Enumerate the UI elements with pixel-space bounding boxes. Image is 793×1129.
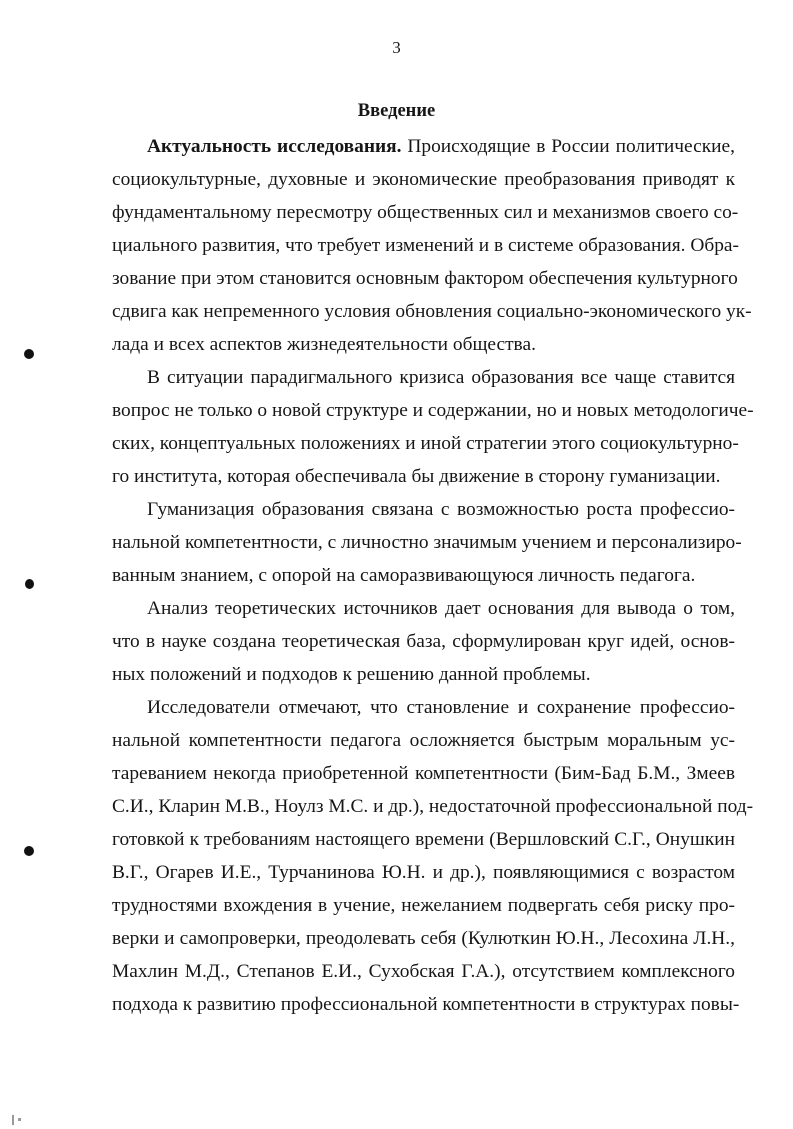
- text-line: сдвига как непременного условия обновления социально-экономического ук-: [112, 301, 752, 322]
- text-line: что в науке создана теоретическая база, сформулирован круг идей, основ-: [112, 631, 735, 652]
- text-line: готовкой к требованиям настоящего времени (Вершловский С.Г., Онушкин: [112, 829, 735, 850]
- text-line: зование при этом становится основным фактором обеспечения культурного: [112, 268, 738, 289]
- text-line: [147, 134, 735, 160]
- text-line: Махлин М.Д., Степанов Е.И., Сухобская Г.А.), отсутствием комплексного: [112, 961, 735, 982]
- scan-speck: [12, 1115, 14, 1125]
- text-line: ских, концептуальных положениях и иной стратегии этого социокультурно-: [112, 433, 739, 454]
- punch-hole-mark: [24, 349, 34, 359]
- lead-rest: Происходящие в России политические,: [401, 136, 735, 157]
- text-line: социокультурные, духовные и экономические преобразования приводят к: [112, 169, 735, 190]
- text-line: подхода к развитию профессиональной компетентности в структурах повы-: [112, 994, 740, 1015]
- text-line: В.Г., Огарев И.Е., Турчанинова Ю.Н. и др.), появляющимися с возрастом: [112, 862, 735, 883]
- text-line: В ситуации парадигмального кризиса образования все чаще ставится: [147, 367, 735, 388]
- section-heading: Введение: [357, 101, 436, 121]
- text-line: Анализ теоретических источников дает основания для вывода о том,: [147, 598, 735, 619]
- text-line: лада и всех аспектов жизнедеятельности общества.: [112, 334, 536, 355]
- text-line: циального развития, что требует изменений и в системе образования. Обра-: [112, 235, 739, 256]
- text-line: фундаментальному пересмотру общественных сил и механизмов своего со-: [112, 202, 739, 223]
- scan-speck: [18, 1118, 21, 1121]
- text-line: Гуманизация образования связана с возможностью роста профессио-: [147, 499, 735, 520]
- punch-hole-mark: [24, 846, 34, 856]
- text-line: ных положений и подходов к решению данной проблемы.: [112, 664, 591, 685]
- text-line: тареванием некогда приобретенной компетентности (Бим-Бад Б.М., Змеев: [112, 763, 735, 784]
- text-line: трудностями вхождения в учение, нежеланием подвергать себя риску про-: [112, 895, 735, 916]
- text-line: С.И., Кларин М.В., Ноулз М.С. и др.), недостаточной профессиональной под-: [112, 796, 754, 817]
- text-line: вопрос не только о новой структуре и содержании, но и новых методологиче-: [112, 400, 754, 421]
- text-line: нальной компетентности, с личностно значимым учением и персонализиро-: [112, 532, 742, 553]
- text-line: верки и самопроверки, преодолевать себя (Кулюткин Ю.Н., Лесохина Л.Н.,: [112, 928, 735, 949]
- text-line: Исследователи отмечают, что становление и сохранение профессио-: [147, 697, 735, 718]
- punch-hole-mark: [25, 579, 34, 589]
- text-line: ванным знанием, с опорой на саморазвивающуюся личность педагога.: [112, 565, 696, 586]
- text-line: нальной компетентности педагога осложняется быстрым моральным ус-: [112, 730, 735, 751]
- text-line: го института, которая обеспечивала бы движение в сторону гуманизации.: [112, 466, 721, 487]
- lead-bold-phrase: Актуальность исследования.: [147, 136, 402, 157]
- page-number: 3: [392, 38, 401, 57]
